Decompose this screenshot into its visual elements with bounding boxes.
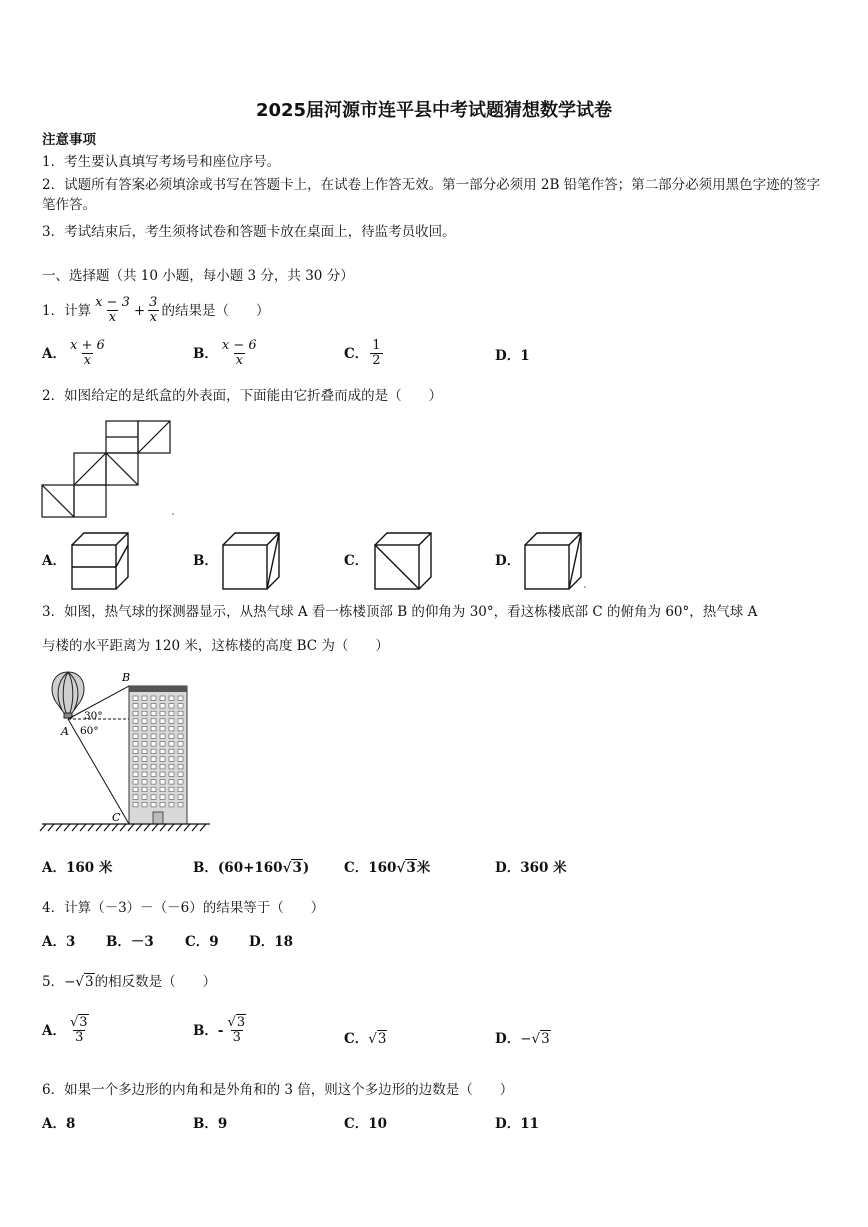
building-window [178,734,183,739]
ground-hatch [64,824,70,831]
building-window [169,742,174,747]
building-window [151,704,156,709]
building-window [160,742,165,747]
building-window [178,787,183,792]
building-window [169,787,174,792]
question-3-line-2: 与楼的水平距离为 120 米，这栋楼的高度 BC 为（ ） [42,638,389,654]
building-window [142,726,147,731]
building-window [151,757,156,762]
building-window [142,772,147,777]
building-window [142,749,147,754]
building-window [133,749,138,754]
building-window [142,802,147,807]
q1-option-a-label: A． [42,345,66,362]
q5-option-d[interactable]: D．−√3 [495,1031,550,1047]
building-window [178,795,183,800]
building-window [151,726,156,731]
building-window [142,711,147,716]
building-window [133,711,138,716]
building-window [169,780,174,785]
q3-c-suffix: 米 [416,860,431,876]
ground-hatch [104,824,110,831]
ground-hatch [96,824,102,831]
building-window [133,787,138,792]
angle-30: 30° [84,710,103,722]
q4-option-b[interactable]: B．－3 [106,934,154,950]
ground-hatch [152,824,158,831]
q1-b-den: x [235,353,243,368]
building-window [169,711,174,716]
ground-hatch [112,824,118,831]
ground-hatch [176,824,182,831]
q5-c-radicand: 3 [377,1031,387,1047]
ground-hatch [72,824,78,831]
question-2: 2．如图给定的是纸盒的外表面，下面能由它折叠而成的是（ ） [42,388,443,404]
q5-minus: − [64,974,76,990]
q5-b-radicand: 3 [236,1015,246,1030]
building-window [133,719,138,724]
building-window [133,757,138,762]
building-window [178,757,183,762]
building-window [160,780,165,785]
building-window [178,749,183,754]
building-window [151,795,156,800]
q1-a-den: x [83,353,92,368]
q5-b-den: 3 [232,1030,241,1045]
building-window [142,719,147,724]
building-window [178,802,183,807]
building-window [133,696,138,701]
ground-hatch [40,824,46,831]
q3-option-d[interactable]: D．360 米 [495,860,567,876]
building-window [178,780,183,785]
building-window [151,711,156,716]
building-window [142,787,147,792]
question-4: 4．计算（－3）－（－6）的结果等于（ ） [42,900,325,916]
q5-option-b-label: B．- [193,1022,224,1039]
q1-frac1-den: x [108,310,117,325]
building-window [178,711,183,716]
notice-item-2: 2．试题所有答案必须填涂或书写在答题卡上，在试卷上作答无效。第一部分必须用 2B 铅笔作答；第二部分必须用黑色字迹的签字笔作答。 [42,177,821,213]
building-window [151,734,156,739]
ground-hatch [144,824,150,831]
building-window [151,780,156,785]
q6-option-c[interactable]: C．10 [344,1116,388,1132]
building-window [151,787,156,792]
question-3-line-1: 3．如图，热气球的探测器显示，从热气球 A 看一栋楼顶部 B 的仰角为 30°，看这栋楼底部 C 的俯角为 60°，热气球 A [42,604,758,620]
building-window [169,772,174,777]
ground-hatch [168,824,174,831]
building-window [160,772,165,777]
building-window [133,742,138,747]
q1-b-num: x − 6 [221,338,257,353]
building-window [160,734,165,739]
q1-c-den: 2 [372,353,381,368]
q1-frac2-den: x [149,310,157,325]
ground-hatch [128,824,134,831]
building-window [178,704,183,709]
q5-option-b[interactable]: B．- $\frac{√3}{3}$ [193,1015,246,1045]
q5-option-a-label: A． [42,1022,66,1039]
notice-item-1: 1．考生要认真填写考场号和座位序号。 [42,154,281,170]
building-window [133,802,138,807]
building-window [169,719,174,724]
building-window [142,780,147,785]
building-window [142,734,147,739]
q4-option-d[interactable]: D．18 [249,934,293,950]
q2-option-d[interactable]: D． [495,553,521,569]
q4-option-c[interactable]: C．9 [185,934,219,950]
q2-option-c[interactable]: C． [344,553,369,569]
q2-option-b[interactable]: B． [193,553,218,569]
building-window [160,795,165,800]
q1-option-b-label: B． [193,345,218,362]
building-window [160,696,165,701]
q5-option-d-label: D． [495,1031,521,1047]
label-a: A [61,725,69,738]
building-window [178,726,183,731]
q1-option-c-label: C． [344,345,369,362]
building-window [133,795,138,800]
section-heading: 一、选择题（共 10 小题，每小题 3 分，共 30 分） [42,268,354,284]
building-window [142,764,147,769]
q5-prefix: 5． [42,974,65,990]
building-window [142,795,147,800]
building-window [133,772,138,777]
notice-item-3: 3．考试结束后，考生须将试卷和答题卡放在桌面上，待监考员收回。 [42,224,456,240]
q6-option-a[interactable]: A．8 [42,1116,76,1132]
q3-c-prefix: C．160 [344,860,397,876]
ground-hatch [200,824,206,831]
building-window [169,704,174,709]
building-window [160,802,165,807]
building-window [133,780,138,785]
q3-option-c[interactable]: C．160√3米 [344,860,431,876]
building-window [151,764,156,769]
building-window [151,719,156,724]
q5-option-c[interactable]: C．√3 [344,1031,387,1047]
ground-hatch [184,824,190,831]
label-b: B [122,671,131,684]
ground-hatch [160,824,166,831]
question-6: 6．如果一个多边形的内角和是外角和的 3 倍，则这个多边形的边数是（ ） [42,1082,514,1098]
building-window [142,696,147,701]
building-window [178,742,183,747]
building-window [169,764,174,769]
question-5: 5．−√3的相反数是（ ） [42,974,217,990]
building-window [169,726,174,731]
ground-hatch [136,824,142,831]
q1-prefix: 1．计算 [42,302,92,319]
q5-option-a[interactable]: A． $\frac{√3}{3}$ [42,1015,88,1045]
q6-option-b[interactable]: B．9 [193,1116,228,1132]
ground-hatch [120,824,126,831]
q4-option-a[interactable]: A．3 [42,934,76,950]
building-window [169,696,174,701]
angle-60: 60° [80,725,99,737]
building-window [160,704,165,709]
q5-a-radicand: 3 [79,1015,88,1030]
building-window [169,749,174,754]
q3-option-b[interactable]: B．(60+160√3) [193,860,310,876]
q2-option-a[interactable]: A． [42,553,66,569]
building-window [169,734,174,739]
q3-c-radicand: 3 [406,860,416,876]
notice-heading: 注意事项 [42,132,96,148]
q1-option-d[interactable]: D．1 [495,348,530,364]
building-window [178,772,183,777]
q5-radicand: 3 [85,974,94,990]
building-window [142,757,147,762]
building-window [133,734,138,739]
building-window [169,802,174,807]
building-window [178,696,183,701]
q5-tail: 的相反数是（ ） [94,974,217,990]
building-window [142,704,147,709]
ground-hatch [80,824,86,831]
q3-b-prefix: B．(60+160 [193,860,283,876]
building-window [151,742,156,747]
q5-d-radicand: 3 [541,1031,550,1047]
building-window [160,719,165,724]
building-window [151,749,156,754]
ground [40,824,210,831]
ground-hatch [56,824,62,831]
building-window [178,719,183,724]
building-window [169,795,174,800]
building-window [142,742,147,747]
page-title: 2025届河源市连平县中考试题猜想数学试卷 [255,100,613,121]
q5-a-den: 3 [75,1030,84,1045]
building-window [160,711,165,716]
q5-option-c-label: C． [344,1031,369,1047]
building-window [169,757,174,762]
ground-hatch [192,824,198,831]
q3-b-radicand: 3 [292,860,302,876]
ground-hatch [48,824,54,831]
building-window [178,764,183,769]
q6-option-d[interactable]: D．11 [495,1116,539,1132]
building-window [133,704,138,709]
building-window [160,726,165,731]
q3-option-a[interactable]: A．160 米 [42,860,113,876]
building-window [151,696,156,701]
q1-frac1-num: x − 3 [95,295,130,310]
q5-d-minus: − [520,1031,532,1047]
building-window [151,802,156,807]
q3-b-suffix: ) [302,860,310,876]
q1-frac2-num: 3 [149,295,158,310]
building-window [151,772,156,777]
q1-plus: + [133,302,146,319]
label-c: C [112,811,121,824]
ground-hatch [88,824,94,831]
building [129,686,187,824]
q1-a-num: x + 6 [69,338,105,353]
building-window [160,787,165,792]
building-window [160,749,165,754]
building-window [160,764,165,769]
building-window [133,764,138,769]
q1-tail: 的结果是（ ） [161,302,270,319]
building-window [133,726,138,731]
building-window [160,757,165,762]
hot-air-balloon [52,672,84,718]
q1-c-num: 1 [372,338,381,353]
